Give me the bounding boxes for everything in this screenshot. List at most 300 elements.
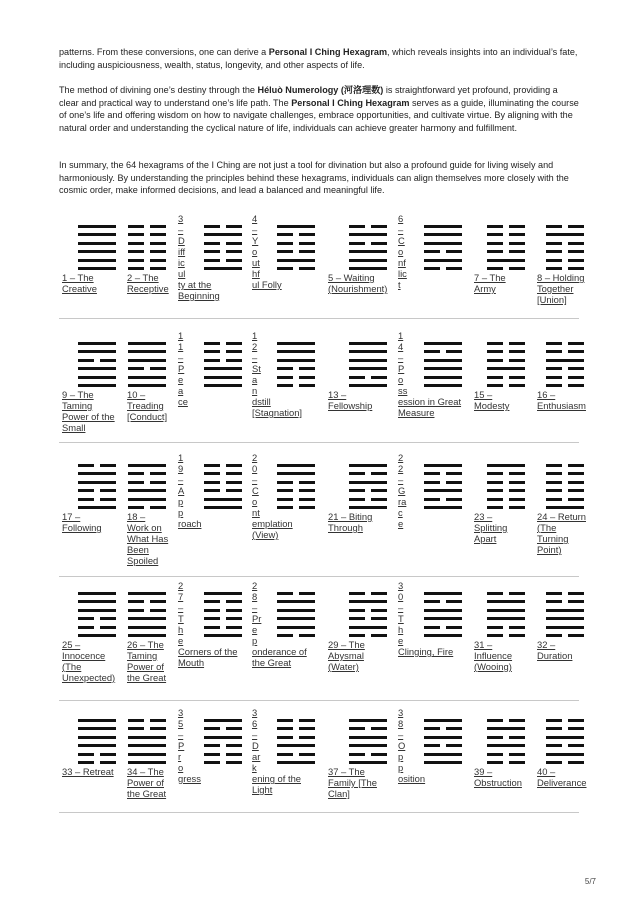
label-line: ty at the bbox=[178, 279, 212, 290]
label-line: r bbox=[178, 751, 182, 762]
broken-line-segment bbox=[509, 350, 525, 353]
broken-line-segment bbox=[487, 472, 503, 475]
label-line: – bbox=[178, 602, 184, 613]
label-line: a bbox=[178, 385, 184, 396]
label-line: – bbox=[178, 352, 184, 363]
broken-line-segment bbox=[509, 250, 525, 253]
label-line: Abysmal bbox=[328, 650, 364, 661]
label-line: dstill bbox=[252, 396, 271, 407]
label-line: 9 – The bbox=[62, 389, 94, 400]
hexagram-label-link[interactable] bbox=[474, 389, 534, 411]
hexagram-symbol bbox=[128, 592, 166, 640]
solid-line bbox=[78, 736, 116, 739]
label-line: e bbox=[398, 635, 404, 646]
broken-line-segment bbox=[546, 376, 562, 379]
broken-line-segment bbox=[371, 634, 387, 637]
hexagram-label-link[interactable] bbox=[474, 511, 534, 544]
solid-line bbox=[487, 617, 525, 620]
solid-line bbox=[78, 481, 116, 484]
label-line: ening of the bbox=[252, 773, 301, 784]
solid-line bbox=[78, 592, 116, 595]
broken-line-segment bbox=[568, 350, 584, 353]
text-run: serves as a guide, illuminating the course of one’s life and offering wisdom on how to navigate challenges, embrace opportunities, and cultivate virtue. By aligning with the natural order and understanding the cyclical nature of life, individuals can achieve greater harmony and fulfillment. bbox=[59, 97, 579, 133]
hexagram-label-link[interactable] bbox=[252, 707, 322, 795]
label-line: Measure bbox=[398, 407, 435, 418]
broken-line-segment bbox=[150, 481, 166, 484]
label-line: ut bbox=[252, 257, 260, 268]
hexagram-label-link[interactable] bbox=[127, 766, 175, 799]
solid-line bbox=[349, 384, 387, 387]
broken-line-segment bbox=[100, 753, 116, 756]
broken-line-segment bbox=[487, 250, 503, 253]
label-line: Clan] bbox=[328, 788, 350, 799]
hexagram-label-link[interactable] bbox=[62, 272, 122, 294]
broken-line-segment bbox=[371, 592, 387, 595]
broken-line-segment bbox=[78, 498, 94, 501]
label-line: 3 bbox=[398, 707, 404, 718]
broken-line-segment bbox=[128, 225, 144, 228]
row-divider bbox=[59, 576, 579, 577]
label-line: St bbox=[252, 363, 261, 374]
label-line: onderance of bbox=[252, 646, 307, 657]
label-line: ic bbox=[178, 257, 185, 268]
solid-line bbox=[128, 736, 166, 739]
solid-line bbox=[78, 242, 116, 245]
broken-line-segment bbox=[349, 376, 365, 379]
broken-line-segment bbox=[78, 617, 94, 620]
hexagram-label-link[interactable] bbox=[127, 272, 175, 294]
label-line: o bbox=[252, 246, 258, 257]
solid-line bbox=[128, 744, 166, 747]
label-line: Modesty bbox=[474, 400, 510, 411]
paragraph-heluo-method bbox=[59, 84, 579, 134]
broken-line-segment bbox=[487, 225, 503, 228]
broken-line-segment bbox=[487, 626, 503, 629]
hexagram-label-link[interactable] bbox=[252, 330, 322, 418]
broken-line-segment bbox=[546, 225, 562, 228]
label-line: Mouth bbox=[178, 657, 205, 668]
broken-line-segment bbox=[100, 498, 116, 501]
hexagram-symbol bbox=[349, 464, 387, 512]
label-line: – bbox=[178, 224, 184, 235]
label-line: 0 bbox=[252, 463, 258, 474]
label-line: Enthusiasm bbox=[537, 400, 586, 411]
label-line: c bbox=[398, 507, 403, 518]
label-line: 23 – bbox=[474, 511, 493, 522]
broken-line-segment bbox=[128, 719, 144, 722]
solid-line bbox=[487, 600, 525, 603]
row-divider bbox=[59, 700, 579, 701]
hexagram-label-link[interactable] bbox=[537, 272, 592, 305]
solid-line bbox=[128, 761, 166, 764]
label-line: 8 bbox=[252, 591, 258, 602]
label-line: Family [The bbox=[328, 777, 377, 788]
hexagram-label-link[interactable] bbox=[252, 580, 322, 668]
solid-line bbox=[349, 736, 387, 739]
broken-line-segment bbox=[568, 481, 584, 484]
solid-line bbox=[349, 761, 387, 764]
label-line: Turning bbox=[537, 533, 569, 544]
label-line: 2 bbox=[398, 452, 404, 463]
label-line: h bbox=[398, 624, 404, 635]
label-line: 9 bbox=[178, 463, 184, 474]
solid-line bbox=[349, 267, 387, 270]
label-line: iff bbox=[178, 246, 186, 257]
label-line: – bbox=[252, 729, 258, 740]
label-line: Beginning bbox=[178, 290, 220, 301]
hexagram-label-link[interactable] bbox=[537, 389, 592, 411]
broken-line-segment bbox=[349, 225, 365, 228]
broken-line-segment bbox=[487, 506, 503, 509]
hexagram-symbol bbox=[546, 225, 584, 273]
broken-line-segment bbox=[78, 489, 94, 492]
label-line: 15 – bbox=[474, 389, 493, 400]
label-line: – bbox=[398, 602, 404, 613]
label-line: roach bbox=[178, 518, 202, 529]
hexagram-label-link[interactable] bbox=[398, 330, 468, 418]
label-line: C bbox=[252, 485, 259, 496]
hexagram-label-link[interactable] bbox=[252, 213, 322, 290]
broken-line-segment bbox=[78, 359, 94, 362]
label-line: nf bbox=[398, 257, 406, 268]
hexagram-label-link[interactable] bbox=[178, 213, 244, 301]
solid-line bbox=[128, 753, 166, 756]
label-line: p bbox=[178, 507, 184, 518]
solid-line bbox=[487, 744, 525, 747]
label-line: (View) bbox=[252, 529, 279, 540]
hexagram-symbol bbox=[487, 719, 525, 767]
label-line: (Wooing) bbox=[474, 661, 512, 672]
label-line: Taming bbox=[62, 400, 93, 411]
label-line: 1 bbox=[178, 452, 184, 463]
broken-line-segment bbox=[150, 506, 166, 509]
hexagram-symbol bbox=[487, 592, 525, 640]
label-line: – bbox=[398, 352, 404, 363]
label-line: D bbox=[252, 740, 259, 751]
label-line: – bbox=[178, 729, 184, 740]
hexagram-label-link[interactable] bbox=[62, 511, 122, 533]
label-line: 7 bbox=[178, 591, 184, 602]
broken-line-segment bbox=[78, 761, 94, 764]
solid-line bbox=[349, 350, 387, 353]
hexagram-label-link[interactable] bbox=[328, 389, 396, 411]
solid-line bbox=[487, 464, 525, 467]
solid-line bbox=[349, 259, 387, 262]
solid-line bbox=[78, 233, 116, 236]
broken-line-segment bbox=[349, 634, 365, 637]
broken-line-segment bbox=[568, 242, 584, 245]
broken-line-segment bbox=[150, 225, 166, 228]
broken-line-segment bbox=[509, 761, 525, 764]
broken-line-segment bbox=[150, 233, 166, 236]
label-line: the Great bbox=[252, 657, 292, 668]
broken-line-segment bbox=[509, 267, 525, 270]
broken-line-segment bbox=[128, 506, 144, 509]
label-line: Clinging, Fire bbox=[398, 646, 454, 657]
hexagram-label-link[interactable] bbox=[328, 766, 396, 799]
label-line: 25 – bbox=[62, 639, 81, 650]
broken-line-segment bbox=[100, 626, 116, 629]
broken-line-segment bbox=[150, 367, 166, 370]
hexagram-label-link[interactable] bbox=[474, 639, 534, 672]
label-line: Receptive bbox=[127, 283, 169, 294]
label-line: 16 – bbox=[537, 389, 556, 400]
solid-line bbox=[78, 350, 116, 353]
label-line: Influence bbox=[474, 650, 513, 661]
label-line: ul bbox=[178, 268, 186, 279]
hexagram-label-link[interactable] bbox=[398, 452, 468, 529]
label-line: [Stagnation] bbox=[252, 407, 303, 418]
broken-line-segment bbox=[128, 481, 144, 484]
hexagram-label-link[interactable] bbox=[178, 452, 244, 529]
label-line: C bbox=[398, 235, 405, 246]
solid-line bbox=[546, 753, 584, 756]
label-line: 18 – bbox=[127, 511, 146, 522]
broken-line-segment bbox=[487, 489, 503, 492]
hexagram-label-link[interactable] bbox=[398, 213, 468, 290]
solid-line bbox=[78, 600, 116, 603]
label-line: o bbox=[398, 246, 404, 257]
label-line: Corners of the bbox=[178, 646, 238, 657]
broken-line-segment bbox=[100, 761, 116, 764]
label-line: 26 – The bbox=[127, 639, 164, 650]
broken-line-segment bbox=[128, 600, 144, 603]
label-line: Deliverance bbox=[537, 777, 587, 788]
hexagram-label-link[interactable] bbox=[127, 639, 175, 683]
broken-line-segment bbox=[487, 592, 503, 595]
broken-line-segment bbox=[150, 727, 166, 730]
broken-line-segment bbox=[509, 481, 525, 484]
hexagram-label-link[interactable] bbox=[474, 766, 534, 788]
label-line: Obstruction bbox=[474, 777, 522, 788]
label-line: Army bbox=[474, 283, 496, 294]
hexagram-symbol bbox=[349, 225, 387, 273]
solid-line bbox=[128, 617, 166, 620]
broken-line-segment bbox=[568, 719, 584, 722]
hexagram-label-link[interactable] bbox=[328, 511, 396, 533]
label-line: Spoiled bbox=[127, 555, 159, 566]
solid-line bbox=[349, 464, 387, 467]
solid-line bbox=[128, 489, 166, 492]
hexagram-label-link[interactable] bbox=[474, 272, 534, 294]
broken-line-segment bbox=[546, 489, 562, 492]
solid-line bbox=[349, 250, 387, 253]
solid-line bbox=[78, 634, 116, 637]
label-line: Treading bbox=[127, 400, 164, 411]
hexagram-symbol bbox=[128, 342, 166, 390]
label-line: 21 – Biting bbox=[328, 511, 373, 522]
hexagram-label-link[interactable] bbox=[62, 389, 122, 433]
bold-term: Personal I Ching Hexagram bbox=[291, 97, 410, 108]
label-line: 4 bbox=[252, 213, 258, 224]
label-line: G bbox=[398, 485, 406, 496]
hexagram-label-link[interactable] bbox=[398, 707, 468, 784]
solid-line bbox=[349, 359, 387, 362]
solid-line bbox=[78, 384, 116, 387]
label-line: 0 bbox=[398, 591, 404, 602]
broken-line-segment bbox=[128, 472, 144, 475]
broken-line-segment bbox=[568, 744, 584, 747]
broken-line-segment bbox=[128, 727, 144, 730]
label-line: 39 – bbox=[474, 766, 493, 777]
solid-line bbox=[349, 600, 387, 603]
solid-line bbox=[487, 259, 525, 262]
label-line: 3 bbox=[252, 707, 258, 718]
broken-line-segment bbox=[568, 367, 584, 370]
broken-line-segment bbox=[128, 250, 144, 253]
hexagram-label-link[interactable] bbox=[127, 511, 175, 566]
label-line: 29 – The bbox=[328, 639, 365, 650]
label-line: Creative bbox=[62, 283, 97, 294]
hexagram-label-link[interactable] bbox=[398, 580, 468, 657]
broken-line-segment bbox=[546, 600, 562, 603]
label-line: (The bbox=[537, 522, 557, 533]
broken-line-segment bbox=[150, 609, 166, 612]
broken-line-segment bbox=[509, 592, 525, 595]
hexagram-label-link[interactable] bbox=[178, 330, 244, 407]
broken-line-segment bbox=[487, 267, 503, 270]
solid-line bbox=[128, 626, 166, 629]
label-line: e bbox=[178, 374, 184, 385]
hexagram-label-link[interactable] bbox=[252, 452, 322, 540]
broken-line-segment bbox=[349, 753, 365, 756]
broken-line-segment bbox=[509, 384, 525, 387]
label-line: 4 bbox=[398, 341, 404, 352]
solid-line bbox=[128, 498, 166, 501]
solid-line bbox=[78, 727, 116, 730]
solid-line bbox=[349, 626, 387, 629]
solid-line bbox=[78, 506, 116, 509]
hexagram-symbol bbox=[487, 464, 525, 512]
hexagram-symbol bbox=[349, 719, 387, 767]
broken-line-segment bbox=[487, 384, 503, 387]
broken-line-segment bbox=[371, 225, 387, 228]
hexagram-symbol bbox=[128, 719, 166, 767]
solid-line bbox=[78, 342, 116, 345]
broken-line-segment bbox=[568, 592, 584, 595]
label-line: Together bbox=[537, 283, 574, 294]
solid-line bbox=[128, 384, 166, 387]
row-divider bbox=[59, 812, 579, 813]
label-line: Apart bbox=[474, 533, 497, 544]
broken-line-segment bbox=[509, 719, 525, 722]
broken-line-segment bbox=[568, 464, 584, 467]
broken-line-segment bbox=[568, 472, 584, 475]
text-run: The method of divining one’s destiny through the bbox=[59, 85, 258, 95]
label-line: the Great bbox=[127, 788, 167, 799]
broken-line-segment bbox=[546, 592, 562, 595]
text-run: patterns. From these conversions, one can derive a bbox=[59, 47, 269, 57]
broken-line-segment bbox=[487, 376, 503, 379]
hexagram-label-link[interactable] bbox=[178, 707, 244, 784]
label-line: T bbox=[398, 613, 404, 624]
label-line: 37 – The bbox=[328, 766, 365, 777]
hexagram-label-link[interactable] bbox=[328, 272, 396, 294]
label-line: P bbox=[398, 363, 405, 374]
hexagram-label-link[interactable] bbox=[62, 639, 122, 683]
solid-line bbox=[349, 744, 387, 747]
label-line: A bbox=[178, 485, 185, 496]
hexagram-label-link[interactable] bbox=[537, 511, 592, 555]
broken-line-segment bbox=[487, 350, 503, 353]
row-divider bbox=[59, 318, 579, 319]
label-line: k bbox=[252, 762, 257, 773]
broken-line-segment bbox=[546, 342, 562, 345]
label-line: 1 bbox=[178, 341, 184, 352]
broken-line-segment bbox=[568, 727, 584, 730]
hexagram-label-link[interactable] bbox=[127, 389, 175, 422]
page-number: 5/7 bbox=[584, 877, 596, 886]
label-line: Following bbox=[62, 522, 102, 533]
broken-line-segment bbox=[546, 761, 562, 764]
label-line: T bbox=[178, 613, 184, 624]
label-line: 31 – bbox=[474, 639, 493, 650]
hexagram-symbol bbox=[128, 225, 166, 273]
label-line: ss bbox=[398, 385, 408, 396]
broken-line-segment bbox=[128, 367, 144, 370]
solid-line bbox=[78, 250, 116, 253]
solid-line bbox=[78, 472, 116, 475]
broken-line-segment bbox=[568, 634, 584, 637]
broken-line-segment bbox=[509, 634, 525, 637]
solid-line bbox=[128, 592, 166, 595]
solid-line bbox=[78, 225, 116, 228]
label-line: 3 bbox=[178, 707, 184, 718]
label-line: P bbox=[178, 363, 185, 374]
label-line: D bbox=[178, 235, 185, 246]
solid-line bbox=[546, 609, 584, 612]
broken-line-segment bbox=[487, 634, 503, 637]
label-line: 3 bbox=[178, 213, 184, 224]
label-line: Fellowship bbox=[328, 400, 373, 411]
broken-line-segment bbox=[487, 342, 503, 345]
solid-line bbox=[78, 267, 116, 270]
solid-line bbox=[78, 376, 116, 379]
broken-line-segment bbox=[546, 267, 562, 270]
solid-line bbox=[78, 259, 116, 262]
label-line: gress bbox=[178, 773, 201, 784]
broken-line-segment bbox=[546, 472, 562, 475]
broken-line-segment bbox=[568, 761, 584, 764]
label-line: P bbox=[178, 740, 185, 751]
label-line: 17 – bbox=[62, 511, 81, 522]
broken-line-segment bbox=[487, 481, 503, 484]
label-line: Work on bbox=[127, 522, 162, 533]
hexagram-label-link[interactable] bbox=[178, 580, 244, 668]
hexagram-symbol bbox=[78, 719, 116, 767]
broken-line-segment bbox=[371, 609, 387, 612]
label-line: Pr bbox=[252, 613, 262, 624]
label-line: 1 bbox=[252, 330, 258, 341]
broken-line-segment bbox=[509, 626, 525, 629]
hexagram-label-link[interactable] bbox=[62, 766, 122, 777]
broken-line-segment bbox=[371, 498, 387, 501]
label-line: 2 bbox=[398, 463, 404, 474]
hexagram-symbol bbox=[78, 342, 116, 390]
broken-line-segment bbox=[150, 250, 166, 253]
hexagram-label-link[interactable] bbox=[328, 639, 396, 672]
label-line: 8 bbox=[398, 718, 404, 729]
broken-line-segment bbox=[349, 609, 365, 612]
broken-line-segment bbox=[371, 753, 387, 756]
broken-line-segment bbox=[568, 384, 584, 387]
broken-line-segment bbox=[349, 489, 365, 492]
label-line: e bbox=[252, 624, 258, 635]
hexagram-label-link[interactable] bbox=[537, 766, 592, 788]
label-line: 2 – The bbox=[127, 272, 159, 283]
hexagram-label-link[interactable] bbox=[537, 639, 592, 661]
broken-line-segment bbox=[546, 350, 562, 353]
